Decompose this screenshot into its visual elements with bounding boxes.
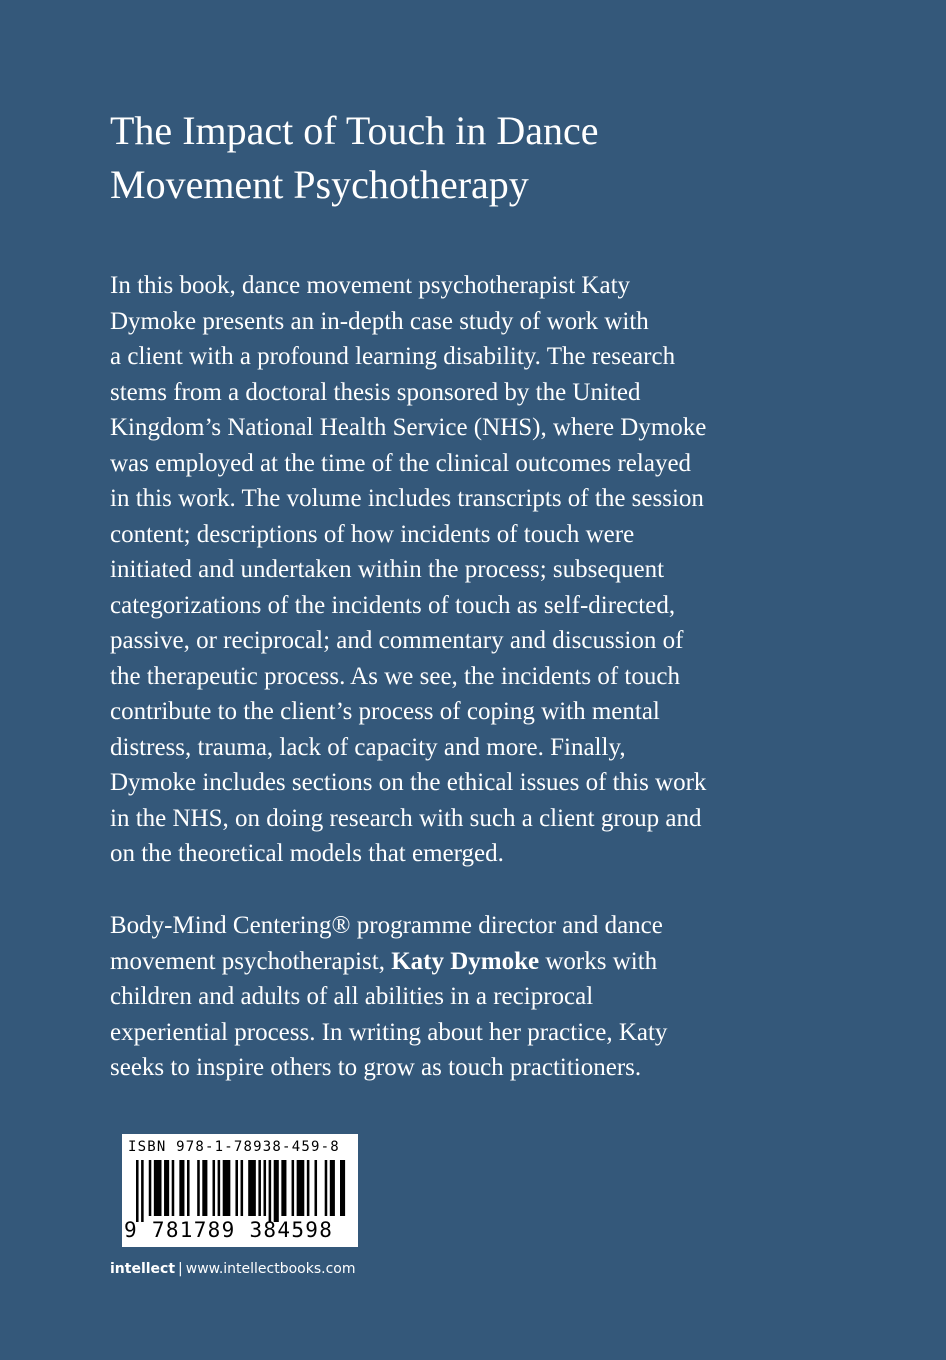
barcode-bar [269, 1160, 272, 1222]
description-line: on the theoretical models that emerged. [110, 840, 504, 867]
description-line: was employed at the time of the clinical outcomes relayed [110, 449, 692, 477]
description-line: in the NHS, on doing research with such a client group and [110, 804, 702, 832]
barcode-bar [307, 1160, 310, 1216]
barcode-bar [281, 1160, 286, 1216]
title-line-1: The Impact of Touch in Dance [110, 108, 599, 153]
barcode-bar [154, 1160, 162, 1216]
isbn-barcode [122, 1134, 358, 1247]
description-line: the therapeutic process. As we see, the incidents of touch [110, 662, 680, 690]
description-line: Dymoke presents an in-depth case study of work with [110, 307, 649, 335]
barcode-bar [330, 1160, 335, 1216]
barcode-bar [187, 1160, 190, 1216]
bio-line: Body-Mind Centering® programme director and dance [110, 912, 663, 939]
book-description [110, 268, 870, 872]
bio-line: children and adults of all abilities in a reciprocal [110, 983, 594, 1010]
barcode-bar [248, 1160, 256, 1216]
barcode-bar [297, 1160, 305, 1216]
description-line: distress, trauma, lack of capacity and more. Finally, [110, 733, 626, 761]
bio-line: experiential process. In writing about her practice, Katy [110, 1018, 668, 1046]
description-line: initiated and undertaken within the process; subsequent [110, 556, 665, 583]
barcode-bar [241, 1160, 244, 1216]
publisher-separator: | [178, 1261, 183, 1277]
barcode-bar [235, 1160, 238, 1216]
barcode-bar [274, 1160, 279, 1222]
book-title [110, 104, 870, 212]
barcode-bar [213, 1160, 216, 1216]
bio-line [110, 944, 870, 980]
barcode-bar [325, 1160, 328, 1216]
description-line: in this work. The volume includes transcripts of the session [110, 485, 704, 512]
description-line: contribute to the client’s process of coping with mental [110, 698, 660, 725]
barcode-bar [340, 1160, 345, 1216]
barcode-bar [258, 1160, 261, 1216]
description-line: content; descriptions of how incidents of touch were [110, 520, 635, 548]
description-line: passive, or reciprocal; and commentary and discussion of [110, 627, 684, 654]
isbn-label: ISBN 978-1-78938-459-8 [128, 1139, 340, 1155]
description-line: In this book, dance movement psychotherapist Katy [110, 272, 631, 299]
barcode-bar [197, 1160, 200, 1216]
barcode-bar [172, 1160, 175, 1216]
description-line: Dymoke includes sections on the ethical issues of this work [110, 769, 707, 796]
barcode-bar [292, 1160, 295, 1216]
barcode-bar [141, 1160, 144, 1222]
barcode-digits: 9 781789 384598 [124, 1218, 334, 1242]
publisher-line [110, 1261, 356, 1277]
bio-text: movement psychotherapist, [110, 947, 392, 975]
barcode-bar [223, 1160, 231, 1216]
bio-text: works with [539, 947, 658, 975]
barcode-bar [164, 1160, 169, 1216]
description-line: a client with a profound learning disability. The research [110, 343, 676, 370]
barcode-bar [136, 1160, 139, 1222]
title-line-2: Movement Psychotherapy [110, 162, 529, 207]
barcode-bar [315, 1160, 318, 1216]
barcode-bar [149, 1160, 152, 1216]
barcode-bar [179, 1160, 184, 1216]
barcode-bar [218, 1160, 221, 1216]
author-bio [110, 908, 870, 1086]
publisher-website[interactable]: www.intellectbooks.com [185, 1261, 356, 1277]
bio-line: seeks to inspire others to grow as touch practitioners. [110, 1054, 642, 1081]
description-line: Kingdom’s National Health Service (NHS), where Dymoke [110, 414, 707, 441]
publisher-name: intellect [110, 1261, 176, 1277]
description-line: stems from a doctoral thesis sponsored by the United [110, 378, 641, 406]
barcode-bar [202, 1160, 207, 1216]
author-name: Katy Dymoke [391, 947, 540, 975]
description-line: categorizations of the incidents of touch as self-directed, [110, 591, 676, 619]
barcode-bar [264, 1160, 267, 1216]
